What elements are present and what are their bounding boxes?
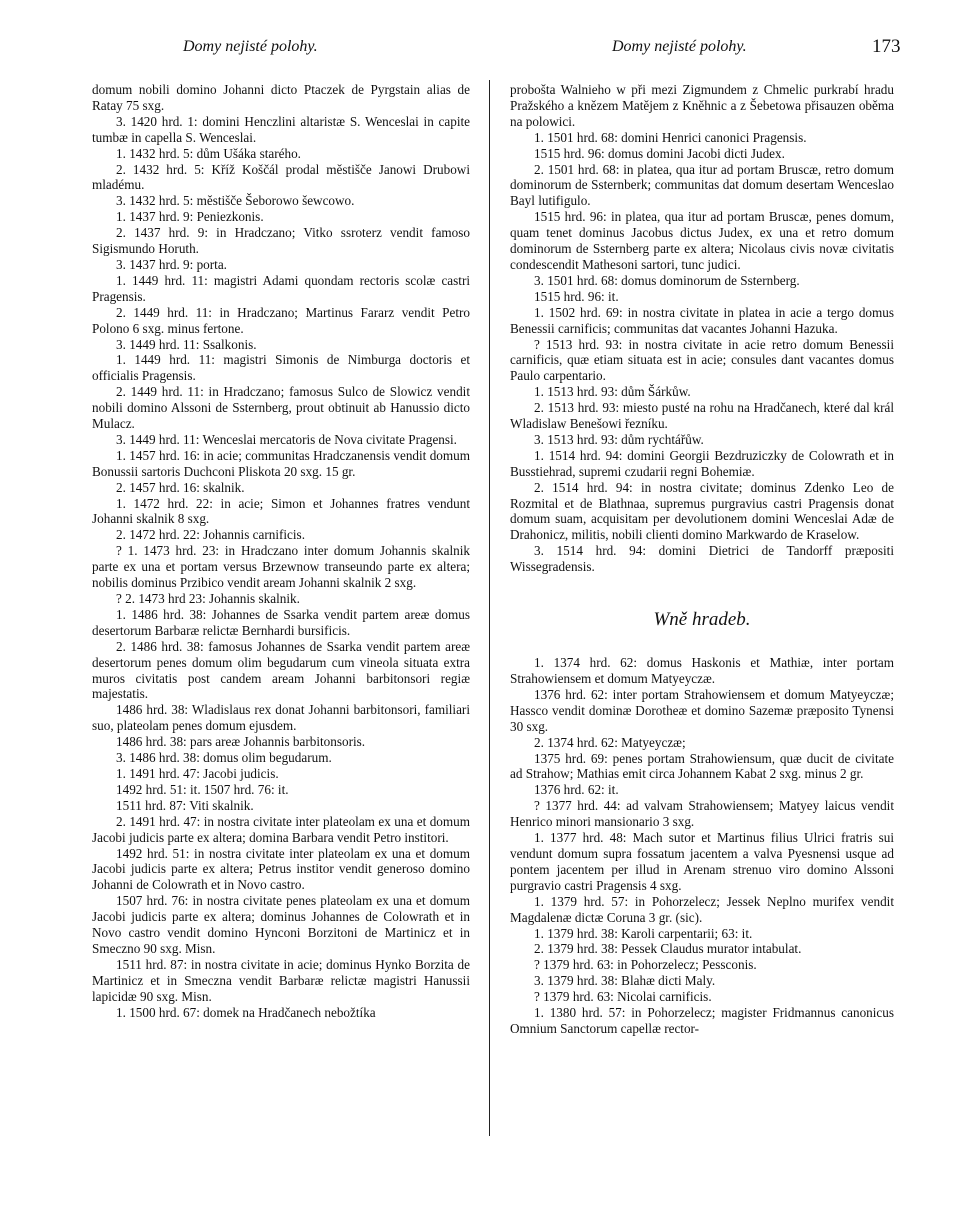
entry-paragraph: 1. 1432 hrd. 5: dům Ušáka starého. (116, 145, 301, 161)
right-column-bottom-entries (510, 655, 894, 1037)
entry-paragraph: 1376 hrd. 62: it. (534, 782, 619, 798)
entry-paragraph: ? 1379 hrd. 63: Nicolai carnificis. (534, 989, 712, 1005)
entry-paragraph: 1486 hrd. 38: Wladislaus rex donat Johanni barbitonsori, familiari suo, plateolam penes domum ejusdem. (92, 702, 470, 734)
entry-paragraph: 1. 1513 hrd. 93: dům Šárkůw. (534, 384, 691, 400)
entry-paragraph: 3. 1501 hrd. 68: domus dominorum de Ssternberg. (534, 272, 800, 288)
entry-paragraph: probošta Walnieho w při mezi Zigmundem z Chmelic purkrabí hradu Pražského a knězem Matějem z Kněhnic a z Šebetowa přisauzen oběma na polowici. (510, 82, 894, 129)
entry-paragraph: 1. 1457 hrd. 16: in acie; communitas Hradczanensis vendit domum Bonussii sartoris Duchconi Pliskota 20 sxg. 15 gr. (92, 447, 470, 479)
right-column-top-entries (510, 82, 894, 575)
column-divider (489, 80, 490, 1136)
entry-paragraph: 2. 1491 hrd. 47: in nostra civitate inter plateolam ex una et domum Jacobi judicis parte ex altera; domina Barbara vendit Petro institori. (92, 813, 470, 845)
entry-paragraph: 1515 hrd. 96: in platea, qua itur ad portam Bruscæ, penes domum, quam tenet dominus Jacobus dictus Judex, ex una et retro domum dominorum de Ssternberg parte ex altera; Nicolaus civis novæ civitatis condescendit Mathesoni sartori, tunc judici. (510, 209, 894, 272)
entry-paragraph: ? 1513 hrd. 93: in nostra civitate in acie retro domum Benessii carnificis, quæ etiam situata est in acie; consules dant vacantes domus Paulo carpentario. (510, 336, 894, 384)
entry-paragraph: 1. 1449 hrd. 11: magistri Simonis de Nimburga doctoris et officialis Pragensis. (92, 352, 470, 384)
entry-paragraph: ? 1379 hrd. 63: in Pohorzelecz; Pessconis. (534, 957, 757, 973)
entry-paragraph: 1. 1437 hrd. 9: Peniezkonis. (116, 209, 264, 225)
entry-paragraph: 2. 1457 hrd. 16: skalnik. (116, 479, 245, 495)
running-title-right: Domy nejisté polohy. (612, 38, 747, 55)
entry-paragraph: 3. 1486 hrd. 38: domus olim begudarum. (116, 750, 332, 766)
entry-paragraph: 1. 1379 hrd. 57: in Pohorzelecz; Jessek Neplno murifex vendit Magdalenæ dictæ Coruna 3 gr. (sic). (510, 893, 894, 925)
entry-paragraph: 3. 1432 hrd. 5: městišče Šeborowo šewcowo. (116, 193, 355, 209)
entry-paragraph: 3. 1449 hrd. 11: Wenceslai mercatoris de Nova civitate Pragensi. (116, 431, 457, 447)
entry-paragraph: 3. 1379 hrd. 38: Blahæ dicti Maly. (534, 973, 716, 989)
entry-paragraph: 1. 1472 hrd. 22: in acie; Simon et Johannes fratres vendunt Johanni skalnik 8 sxg. (92, 495, 470, 527)
entry-paragraph: 1376 hrd. 62: inter portam Strahowiensem et domum Matyeyczæ; Hassco vendit dominæ Dorotheæ et domino Sazemæ præposito Tynensi 30 sxg. (510, 686, 894, 734)
entry-paragraph: ? 2. 1473 hrd 23: Johannis skalnik. (116, 591, 300, 606)
entry-paragraph: domum nobili domino Johanni dicto Ptaczek de Pyrgstain alias de Ratay 75 sxg. (92, 82, 470, 113)
entry-paragraph: 2. 1514 hrd. 94: in nostra civitate; dominus Zdenko Leo de Rozmital et de Blathnaa, supremus purgravius castri Pragensis donat domum suam, acquisitam per devolutionem domini Wenceslai Adæ de Drahonicz, militis, nobili clienti domino Markwardo de Kraselow. (510, 479, 894, 543)
entry-paragraph: 2. 1437 hrd. 9: in Hradczano; Vitko ssroterz vendit famoso Sigismundo Horuth. (92, 225, 470, 257)
entry-paragraph: 1486 hrd. 38: pars areæ Johannis barbitonsoris. (116, 734, 366, 750)
entry-paragraph: 1. 1486 hrd. 38: Johannes de Ssarka vendit partem areæ domus desertorum Barbaræ relictæ Bernhardi bursificis. (92, 606, 470, 638)
entry-paragraph: 1511 hrd. 87: in nostra civitate in acie; dominus Hynko Borzita de Martinicz et in Smeczna vendit Barbaræ relictæ magistri Hanussii lapicidæ 90 sxg. Misn. (92, 956, 470, 1004)
left-text-column (92, 82, 470, 1020)
entry-paragraph: 1492 hrd. 51: it. 1507 hrd. 76: it. (116, 781, 289, 797)
entry-paragraph: 2. 1501 hrd. 68: in platea, qua itur ad portam Bruscæ, retro domum dominorum de Ssternberk; communitas dat domum desertam Wenceslao Bayl lutifigulo. (510, 161, 894, 209)
entry-paragraph: 3. 1449 hrd. 11: Ssalkonis. (116, 336, 257, 352)
entry-paragraph: 2. 1449 hrd. 11: in Hradczano; Martinus Fararz vendit Petro Polono 6 sxg. minus fertone. (92, 304, 470, 336)
entry-paragraph: 2. 1432 hrd. 5: Kříž Koščál prodal městišče Janowi Drubowi mladému. (92, 161, 470, 193)
entry-paragraph: 3. 1513 hrd. 93: dům rychtářůw. (534, 431, 704, 447)
entry-paragraph: 1. 1502 hrd. 69: in nostra civitate in platea in acie a tergo domus Benessii carnificis; communitas dat vacantes Johanni Hazuka. (510, 304, 894, 336)
entry-paragraph: 1. 1500 hrd. 67: domek na Hradčanech nebožtíka (116, 1004, 376, 1020)
entry-paragraph: 2. 1449 hrd. 11: in Hradczano; famosus Sulco de Slowicz vendit nobili domino Alssoni de Ssternberg, prout obtinuit ab Hanussio dicto Mulacz. (92, 384, 470, 432)
running-header (0, 38, 960, 62)
entry-paragraph: 1. 1491 hrd. 47: Jacobi judicis. (116, 765, 279, 781)
entry-paragraph: ? 1377 hrd. 44: ad valvam Strahowiensem; Matyey laicus vendit Henrico minori mansionario 3 sxg. (510, 798, 894, 830)
page-number: 173 (872, 36, 901, 57)
entry-paragraph: 1. 1380 hrd. 57: in Pohorzelecz; magister Fridmannus canonicus Omnium Sanctorum capellæ rector- (510, 1005, 894, 1036)
entry-paragraph: 1515 hrd. 96: domus domini Jacobi dicti Judex. (534, 145, 785, 161)
entry-paragraph: 1492 hrd. 51: in nostra civitate inter plateolam ex una et domum Jacobi judicis parte ex altera; Petrus institor vendit generoso domino Johanni de Colowrath et in Novo castro. (92, 845, 470, 893)
entry-paragraph: 1. 1449 hrd. 11: magistri Adami quondam rectoris scolæ castri Pragensis. (92, 272, 470, 304)
section-heading: Wně hradeb. (653, 609, 751, 631)
entry-paragraph: ? 1. 1473 hrd. 23: in Hradczano inter domum Johannis skalnik parte ex una et portam versus Brzewnow transeundo parte ex altera; nobilis dominus Przibico vendit aream Johanni skalnik 2 sxg. (92, 543, 470, 591)
right-text-column (510, 82, 894, 1037)
entry-paragraph: 2. 1374 hrd. 62: Matyeyczæ; (534, 734, 686, 750)
entry-paragraph: 1515 hrd. 96: it. (534, 288, 619, 304)
entry-paragraph: 1375 hrd. 69: penes portam Strahowiensum, quæ ducit de civitate ad Strahow; Mathias emit circa Johannem Kabat 2 sxg. minus 2 gr. (510, 750, 894, 782)
entry-paragraph: 2. 1379 hrd. 38: Pessek Claudus murator intabulat. (534, 941, 802, 957)
entry-paragraph: 3. 1420 hrd. 1: domini Henczlini altaristæ S. Wenceslai in capite tumbæ in capella S. Wenceslai. (92, 113, 470, 145)
entry-paragraph: 1507 hrd. 76: in nostra civitate penes plateolam ex una et domum Jacobi judicis parte ex altera; dominus Johannes de Colowrath et in Novo castro vendit domino Hynconi Borzitoni de Martinicz et in Smeczno 90 sxg. Misn. (92, 893, 470, 956)
entry-paragraph: 3. 1514 hrd. 94: domini Dietrici de Tandorff præpositi Wissegradensis. (510, 543, 894, 575)
entry-paragraph: 1. 1377 hrd. 48: Mach sutor et Martinus filius Ulrici fratris sui vendunt domum supra fossatum jacentem a valva Pyesnensi usque ad pontem jacentem per illud in Arenam strenuo viro domino Alssoni purgravio castri Pragensis 4 sxg. (510, 830, 894, 893)
running-title-left: Domy nejisté polohy. (183, 38, 318, 55)
entry-paragraph: 1511 hrd. 87: Viti skalnik. (116, 797, 254, 813)
entry-paragraph: 2. 1513 hrd. 93: miesto pusté na rohu na Hradčanech, které dal král Wladislaw Benešowi řezníku. (510, 400, 894, 432)
entry-paragraph: 1. 1514 hrd. 94: domini Georgii Bezdruziczky de Colowrath et in Busstiehrad, supremi czudarii regni Bohemiæ. (510, 447, 894, 479)
entry-paragraph: 3. 1437 hrd. 9: porta. (116, 256, 227, 272)
entry-paragraph: 1. 1374 hrd. 62: domus Haskonis et Mathiæ, inter portam Strahowiensem et domum Matyeyczæ. (510, 655, 894, 686)
entry-paragraph: 2. 1472 hrd. 22: Johannis carnificis. (116, 527, 305, 543)
entry-paragraph: 1. 1501 hrd. 68: domini Henrici canonici Pragensis. (534, 129, 807, 145)
entry-paragraph: 1. 1379 hrd. 38: Karoli carpentarii; 63: it. (534, 925, 753, 941)
entry-paragraph: 2. 1486 hrd. 38: famosus Johannes de Ssarka vendit partem areæ desertorum penes domum olim begudarum cum vineola situata extra muros civitatis post candem aream Johanni barbitonsori regiæ majestatis. (92, 638, 470, 702)
